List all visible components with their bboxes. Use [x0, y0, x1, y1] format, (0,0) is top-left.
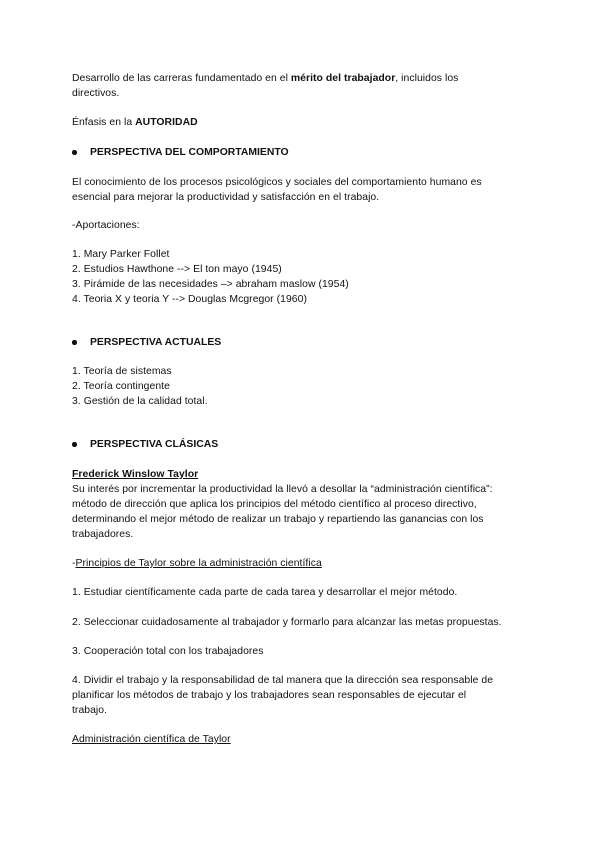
- principio-1: 1. Estudiar científicamente cada parte de cada tarea y desarrollar el mejor método.: [72, 587, 458, 598]
- heading-comportamiento: [90, 145, 289, 160]
- intro-text-end: , incluidos los: [395, 73, 459, 84]
- enfasis-line: [72, 115, 198, 130]
- heading-actuales-text: PERSPECTIVA ACTUALES: [90, 337, 222, 348]
- principio-3: 3. Cooperación total con los trabajadores: [72, 646, 264, 657]
- enfasis-text: Énfasis en la: [72, 117, 136, 128]
- heading-actuales: [90, 335, 221, 350]
- aportacion-item-2: 2. Estudios Hawthone --> El ton mayo (1945): [72, 264, 282, 275]
- actuales-item-1: 1. Teoría de sistemas: [72, 366, 172, 377]
- taylor-name: Frederick Winslow Taylor: [72, 469, 199, 480]
- principio-4-line-3: trabajo.: [72, 705, 108, 716]
- actuales-item-2: 2. Teoría contingente: [72, 381, 170, 392]
- actuales-item-3: 3. Gestión de la calidad total.: [72, 396, 208, 407]
- comportamiento-para-line-1: El conocimiento de los procesos psicológicos y sociales del comportamiento humano es: [72, 177, 482, 188]
- taylor-para-line-2: método de dirección que aplica los principios del método científico al proceso directivo,: [72, 499, 477, 510]
- principios-title-line: [72, 556, 322, 571]
- comportamiento-para-line-2: esencial para mejorar la productividad y satisfacción en el trabajo.: [72, 192, 380, 203]
- principio-4-line-2: planificar los métodos de trabajo y los trabajadores sean responsables de ejecutar el: [72, 690, 467, 701]
- principios-title: Principios de Taylor sobre la administración científica: [75, 558, 322, 569]
- bullet-icon: [72, 442, 77, 447]
- enfasis-bold-text: AUTORIDAD: [135, 117, 198, 128]
- admin-cientifica-title: Administración científica de Taylor: [72, 734, 231, 745]
- intro-bold-text: mérito del trabajador: [290, 73, 396, 84]
- aportacion-item-1: 1. Mary Parker Follet: [72, 249, 170, 260]
- intro-line-1: [72, 71, 458, 86]
- heading-clasicas: [90, 437, 218, 452]
- aportacion-item-3: 3. Pirámide de las necesidades –> abraham maslow (1954): [72, 279, 349, 290]
- principio-4-line-1: 4. Dividir el trabajo y la responsabilidad de tal manera que la dirección sea responsable de: [72, 675, 494, 686]
- intro-line-2: directivos.: [72, 88, 120, 99]
- aportacion-item-4: 4. Teoria X y teoria Y --> Douglas Mcgregor (1960): [72, 294, 307, 305]
- taylor-para-line-3: determinando el mejor método de realizar un trabajo y repartiendo las ganancias con los: [72, 514, 484, 525]
- heading-clasicas-text: PERSPECTIVA CLÁSICAS: [90, 439, 219, 450]
- aportaciones-label: -Aportaciones:: [72, 220, 140, 231]
- bullet-icon: [72, 150, 77, 155]
- heading-comportamiento-text: PERSPECTIVA DEL COMPORTAMIENTO: [90, 147, 289, 158]
- taylor-para-line-4: trabajadores.: [72, 529, 134, 540]
- bullet-icon: [72, 340, 77, 345]
- principios-dash: -: [72, 558, 76, 569]
- principio-2: 2. Seleccionar cuidadosamente al trabajador y formarlo para alcanzar las metas propuestas.: [72, 617, 502, 628]
- taylor-para-line-1: Su interés por incrementar la productividad la llevó a desollar la “administración científica”:: [72, 484, 493, 495]
- intro-text: Desarrollo de las carreras fundamentado en el: [72, 73, 291, 84]
